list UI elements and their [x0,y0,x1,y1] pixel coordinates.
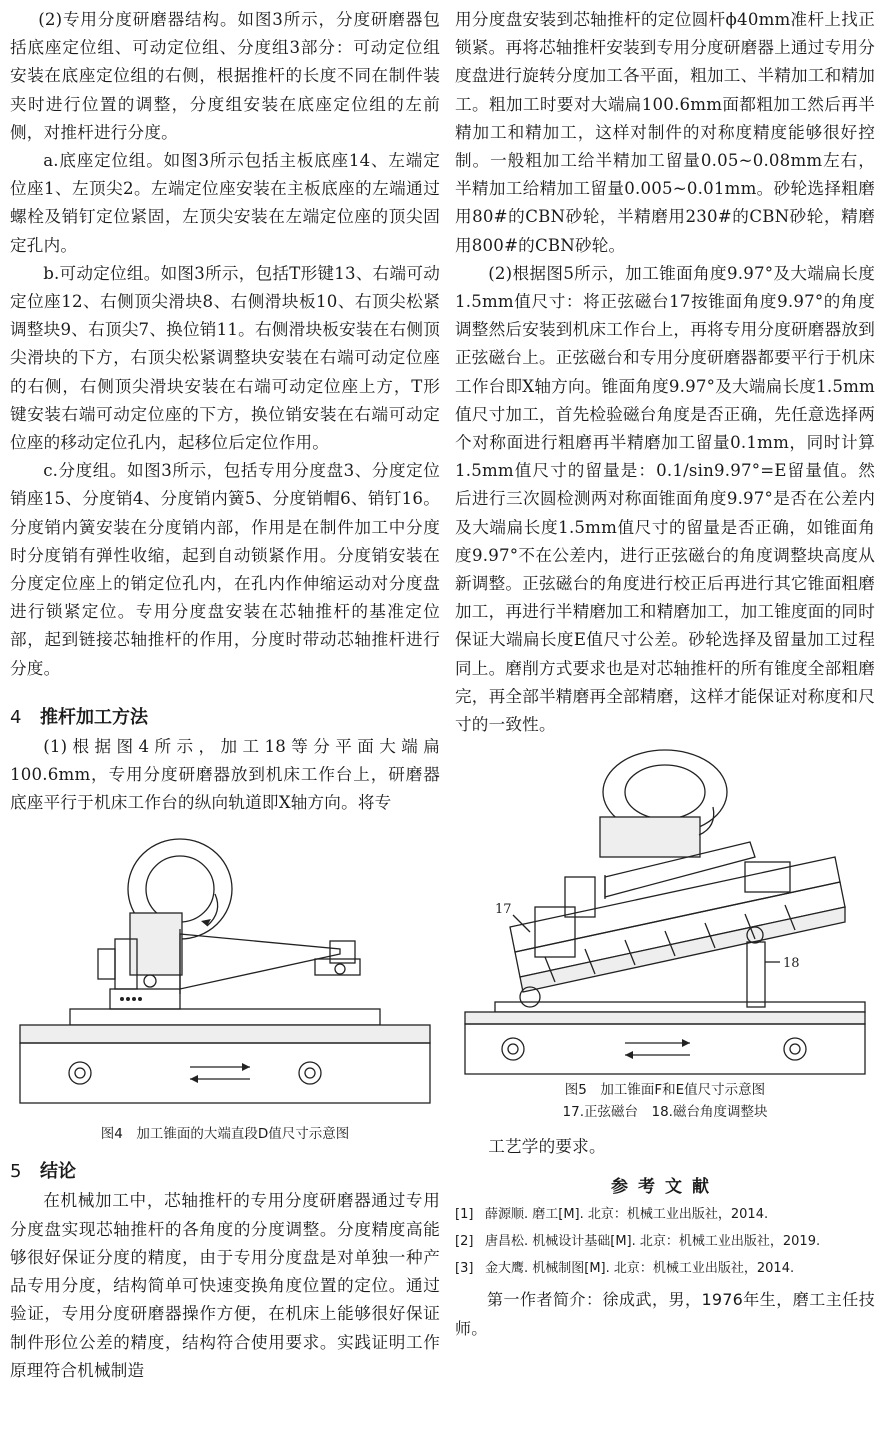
reference-number: [2] [455,1234,474,1250]
paragraph-method-1: (1)根据图4所示，加工18等分平面大端扁100.6mm，专用分度研磨器放到机床工作台上，研磨器底座平行于机床工作台的纵向轨道即X轴方向。将专 [10,736,440,813]
paragraph-index-group: c.分度组。如图3所示，包括专用分度盘3、分度定位销座15、分度销4、分度销内簧5、分度销帽6、销钉16。分度销内簧安装在分度销内部，作用是在制件加工中分度时分度销有弹性收缩，起到自动锁紧作用。分度销安装在分度定位座上的销定位孔内，在孔内作伸缩运动对分度盘进行锁紧定位。专用分度盘安装在芯轴推杆的基准定位部，起到链接芯轴推杆的作用，分度时带动芯轴推杆进行分度。 [10,461,440,678]
reference-item [455,1255,875,1282]
figure-5-caption: 图5 加工锥面F和E值尺寸示意图 [564,1082,766,1099]
figure-5-label-18: 18 [783,956,800,972]
reference-number: [1] [455,1207,474,1223]
references-list [455,1201,875,1282]
left-column [10,0,440,1385]
references-heading: 参考文献 [611,1177,719,1198]
figure-4-caption: 图4 加工锥面的大端直段D值尺寸示意图 [100,1126,350,1143]
reference-number: [3] [455,1261,474,1277]
figure-4 [10,829,440,1145]
figure-5-legend: 17.正弦磁台 18.磁台角度调整块 [562,1104,768,1121]
section-5-heading [10,1157,440,1187]
paragraph-structure: (2)专用分度研磨器结构。如图3所示，分度研磨器包括底座定位组、可动定位组、分度组3部分：可动定位组安装在底座定位组的右侧，根据推杆的长度不同在制件装夹时进行位置的调整，分度组安装在底座定位组的左前侧，对推杆进行分度。 [10,10,440,142]
reference-text: 唐昌松. 机械设计基础[M]. 北京：机械工业出版社，2019. [485,1234,821,1250]
reference-text: 薛源顺. 磨工[M]. 北京：机械工业出版社，2014. [485,1207,769,1223]
section-number: 4 [10,706,22,728]
paragraph-movable-group: b.可动定位组。如图3所示，包括T形键13、右端可动定位座12、右侧顶尖滑块8、右侧滑块板10、右顶尖松紧调整块9、右顶尖7、换位销11。右侧滑块板安装在右侧顶尖滑块的下方，右顶尖松紧调整块安装在右端可动定位座的右侧，右侧顶尖滑块安装在右端可动定位座上方，T形键安装右端可动定位座的下方，换位销安装在右端可动定位座的移动定位孔内，起移位后定位作用。 [10,263,440,453]
reference-item [455,1201,875,1228]
author-bio: 第一作者简介：徐成武，男，1976年生，磨工主任技师。 [455,1290,875,1338]
paragraph-conclusion-cont: 工艺学的要求。 [488,1137,606,1157]
paragraph-method-2: (2)根据图5所示，加工锥面角度9.97°及大端扁长度1.5mm值尺寸：将正弦磁台17按锥面角度9.97°的角度调整然后安装到机床工作台上，再将专用分度研磨器放到正弦磁台上。正弦磁台和专用分度研磨器都要平行于机床工作台即X轴方向。锥面角度9.97°及大端扁长度1.5mm值尺寸加工，首先检验磁台角度是否正确，先任意选择两个对称面进行粗磨再半精磨加工留量0.1mm，同时计算1.5mm值尺寸的留量是：0.1/sin9.97°=E留量值。然后进行三次圆检测两对称面锥面角度9.97°是否在公差内及大端扁长度1.5mm值尺寸的留量是否正确，如锥面角度9.97°不在公差内，进行正弦磁台的角度调整块高度从新调整。正弦磁台的角度进行校正后再进行其它锥面粗磨加工，再进行半精磨加工和精磨加工，加工锥度面的同时保证大端扁长度E值尺寸公差。砂轮选择及留量加工过程同上。磨削方式要求也是对芯轴推杆的所有锥度全部粗磨完，再全部半精磨再全部精磨，这样才能保证对称度和尺寸的一致性。 [455,263,875,735]
section-title: 结论 [40,1161,76,1183]
figure-4-drawing [10,829,440,1119]
figure-5 [455,747,875,1123]
reference-text: 金大鹰. 机械制图[M]. 北京：机械工业出版社，2014. [485,1261,795,1277]
section-4-heading [10,703,440,733]
right-column [455,0,875,1343]
paragraph-conclusion: 在机械加工中，芯轴推杆的专用分度研磨器通过专用分度盘实现芯轴推杆的各角度的分度调整。分度精度高能够很好保证分度的精度，由于专用分度盘是对单独一种产品专用分度，结构简单可快速变换角度位置的定位。通过验证，专用分度研磨器操作方便，在机床上能够很好保证制件形位公差的精度，结构符合使用要求。实践证明工作原理符合机械制造 [10,1191,440,1380]
section-number: 5 [10,1161,22,1183]
reference-item [455,1228,875,1255]
figure-5-drawing [455,747,875,1077]
paragraph-base-group: a.底座定位组。如图3所示包括主板底座14、左端定位座1、左顶尖2。左端定位座安装在主板底座的左端通过螺栓及销钉定位紧固，左顶尖安装在左端定位座的顶尖固定孔内。 [10,151,440,255]
paragraph-method-1-cont: 用分度盘安装到芯轴推杆的定位圆杆ϕ40mm准杆上找正锁紧。再将芯轴推杆安装到专用分度研磨器上通过专用分度盘进行旋转分度加工各平面，粗加工、半精加工和精加工。粗加工时要对大端扁100.6mm面都粗加工然后再半精加工和精加工，这样对制件的对称度精度能够很好控制。一般粗加工给半精加工留量0.05~0.08mm左右，半精加工给精加工留量0.005~0.01mm。砂轮选择粗磨用80#的CBN砂轮，半精磨用230#的CBN砂轮，精磨用800#的CBN砂轮。 [455,10,875,255]
figure-5-label-17: 17 [495,902,512,918]
section-title: 推杆加工方法 [40,706,148,728]
